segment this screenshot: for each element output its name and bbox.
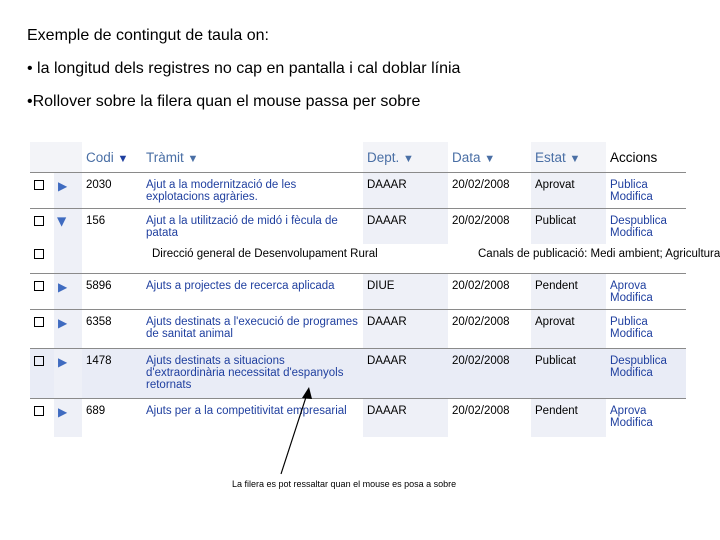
cell-data: 20/02/2008 [452, 179, 510, 191]
cell-tramit[interactable]: Ajuts destinats a situacions d'extraordinària necessitat d'espanyols retornats [146, 355, 344, 391]
cell-dept: DAAAR [363, 173, 448, 209]
expand-arrow-icon[interactable]: ▶ [58, 316, 68, 330]
cell-tramit[interactable]: Ajuts a projectes de recerca aplicada [146, 280, 335, 292]
intro-title: Exemple de contingut de taula on: [27, 27, 269, 44]
header-tramit[interactable]: Tràmit ▼ [146, 149, 199, 165]
cell-data: 20/02/2008 [452, 316, 510, 328]
collapse-arrow-icon[interactable]: ▶ [55, 217, 70, 227]
cell-codi: 5896 [86, 280, 112, 292]
cell-estat: Publicat [531, 209, 606, 244]
sort-desc-icon: ▼ [117, 152, 129, 165]
detail-channels: Canals de publicació: Medi ambient; Agricultura [478, 247, 720, 260]
cell-data: 20/02/2008 [452, 280, 510, 292]
detail-direction: Direcció general de Desenvolupament Rural [152, 247, 378, 260]
modify-link[interactable]: Modifica [610, 417, 653, 429]
cell-dept: DAAAR [363, 310, 448, 349]
cell-dept: DAAAR [363, 209, 448, 244]
annotation-note: La filera es pot ressaltar quan el mouse es posa a sobre [232, 479, 457, 489]
cell-dept: DIUE [363, 274, 448, 310]
cell-codi: 2030 [86, 179, 112, 191]
sort-icon: ▼ [187, 152, 199, 165]
cell-codi: 1478 [86, 355, 112, 367]
cell-data: 20/02/2008 [452, 405, 510, 417]
cell-estat: Aprovat [531, 173, 606, 209]
action-link[interactable]: Despublica [610, 355, 667, 367]
modify-link[interactable]: Modifica [610, 367, 653, 379]
cell-codi: 6358 [86, 316, 112, 328]
sort-icon: ▼ [569, 152, 581, 165]
action-link[interactable]: Publica [610, 179, 648, 191]
cell-codi: 689 [86, 405, 106, 417]
action-link[interactable]: Despublica [610, 215, 667, 227]
modify-link[interactable]: Modifica [610, 328, 653, 340]
expand-arrow-icon[interactable]: ▶ [58, 405, 68, 419]
action-link[interactable]: Aprova [610, 280, 647, 292]
expand-arrow-icon[interactable]: ▶ [58, 179, 68, 193]
cell-estat: Pendent [531, 274, 606, 310]
modify-link[interactable]: Modifica [610, 191, 653, 203]
cell-estat: Publicat [535, 355, 576, 367]
sort-icon: ▼ [403, 152, 414, 165]
cell-estat: Pendent [531, 399, 606, 437]
header-codi[interactable]: Codi ▼ [86, 149, 129, 165]
cell-data: 20/02/2008 [452, 215, 510, 227]
cell-dept: DAAAR [363, 399, 448, 437]
expand-arrow-icon[interactable]: ▶ [58, 355, 68, 369]
modify-link[interactable]: Modifica [610, 227, 653, 239]
expand-arrow-icon[interactable]: ▶ [58, 280, 68, 294]
cell-tramit[interactable]: Ajut a la modernització de les explotacions agràries. [146, 179, 297, 203]
header-dept[interactable]: Dept. ▼ [363, 142, 448, 173]
intro-bullet-1: • la longitud dels registres no cap en pantalla i cal doblar línia [27, 60, 461, 77]
cell-estat: Aprovat [531, 310, 606, 349]
cell-dept: DAAAR [367, 355, 407, 367]
header-data[interactable]: Data ▼ [452, 149, 496, 165]
modify-link[interactable]: Modifica [610, 292, 653, 304]
cell-tramit[interactable]: Ajuts per a la competitivitat empresarial [146, 405, 347, 417]
intro-bullet-2: •Rollover sobre la filera quan el mouse passa per sobre [27, 93, 421, 110]
action-link[interactable]: Publica [610, 316, 648, 328]
cell-tramit[interactable]: Ajuts destinats a l'execució de programes de sanitat animal [146, 316, 358, 340]
pointer-line [281, 394, 307, 474]
action-link[interactable]: Aprova [610, 405, 647, 417]
cell-tramit[interactable]: Ajut a la utilització de midó i fècula de patata [146, 215, 338, 239]
sort-icon: ▼ [484, 152, 496, 165]
pointer-arrowhead-icon [302, 387, 312, 399]
cell-codi: 156 [86, 215, 106, 227]
header-estat[interactable]: Estat ▼ [531, 142, 606, 173]
cell-data: 20/02/2008 [452, 355, 510, 367]
header-accions: Accions [610, 149, 658, 165]
